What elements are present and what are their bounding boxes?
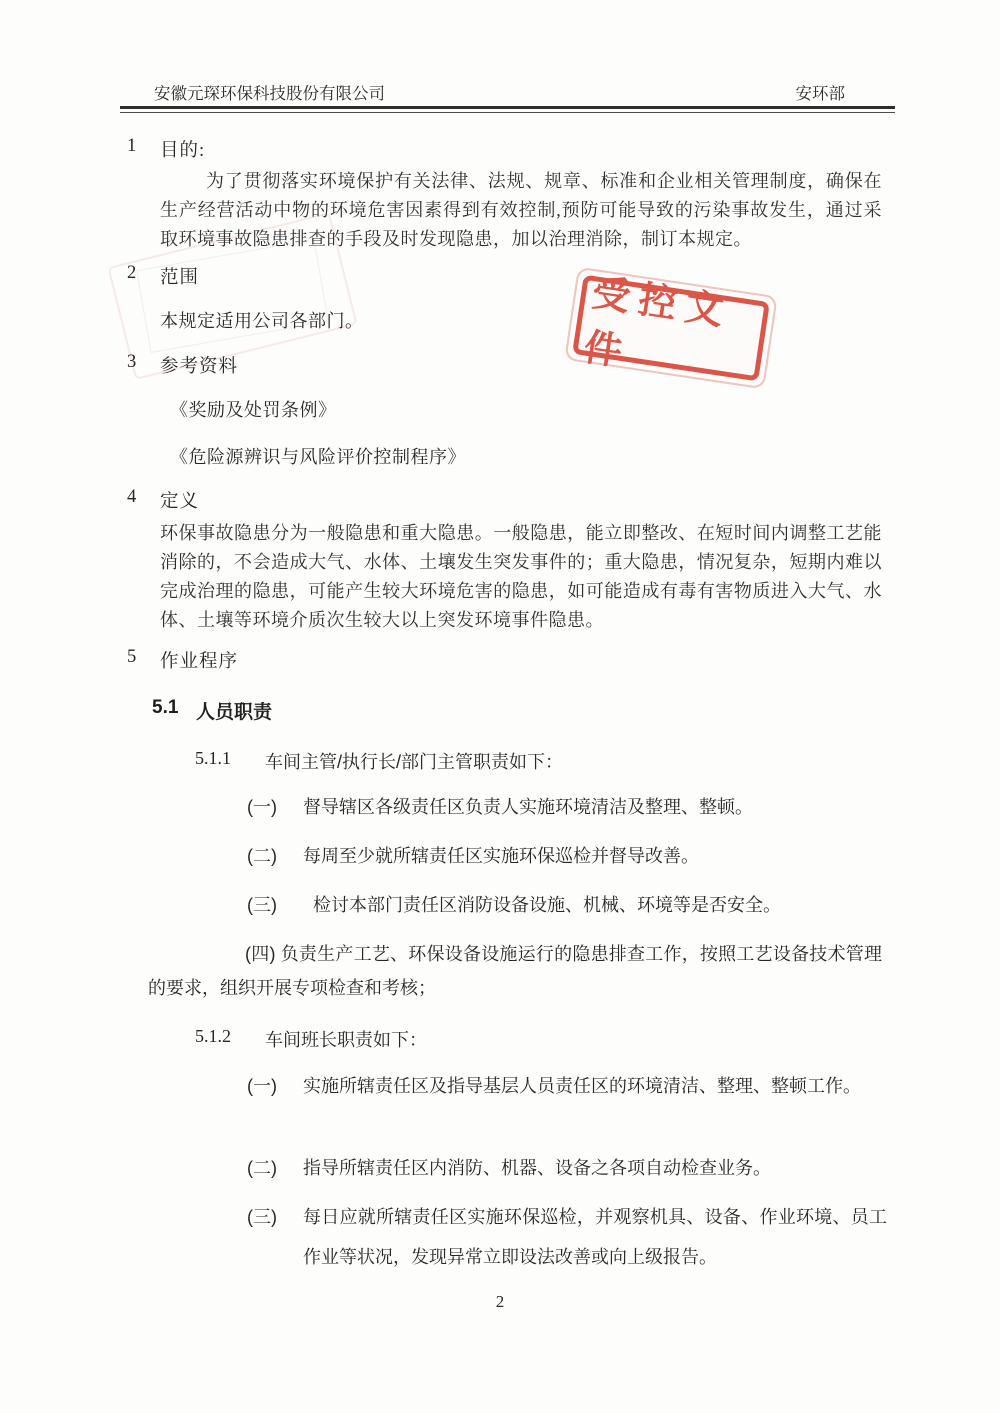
- section-4-number: 4: [127, 487, 137, 507]
- section-4-paragraph: 环保事故隐患分为一般隐患和重大隐患。一般隐患，能立即整改、在短时间内调整工艺能消除的，不会造成大气、水体、土壤发生突发事件的；重大隐患，情况复杂，短期内难以完成治理的隐患，可能产生较大环境危害的隐患，如可能造成有毒有害物质进入大气、水体、土壤等环境介质次生较大以上突发环境事件隐患。: [160, 523, 882, 630]
- company-name: 安徽元琛环保科技股份有限公司: [154, 85, 385, 103]
- list-item-text: 负责生产工艺、环保设备设施运行的隐患排查工作，按照工艺设备技术管理的要求，组织开展专项检查和考核；: [148, 944, 882, 998]
- list-item-label: (一): [247, 1076, 277, 1096]
- section-2-number: 2: [127, 263, 137, 283]
- subsection-5-1-title: 人员职责: [196, 702, 273, 723]
- section-2-body: 本规定适用公司各部门。: [160, 311, 364, 331]
- section-5-title: 作业程序: [160, 652, 239, 672]
- clause-5-1-1: [195, 748, 563, 774]
- section-2-title: 范围: [160, 268, 200, 288]
- department-name: 安环部: [795, 85, 845, 103]
- stamp-text: 受控文件: [581, 272, 735, 376]
- list-item: [247, 1154, 887, 1180]
- list-item-text: 每周至少就所辖责任区实施环保巡检并督导改善。: [303, 846, 699, 866]
- header-divider: [120, 106, 895, 113]
- list-item-label: (三): [247, 895, 277, 915]
- section-5-heading: [127, 647, 238, 673]
- section-3-heading: [127, 352, 238, 378]
- list-item: [247, 842, 887, 868]
- list-item: [247, 1197, 887, 1277]
- list-item: [247, 793, 887, 819]
- section-2-heading: [127, 263, 199, 289]
- section-1-title: 目的:: [160, 141, 206, 161]
- list-item-text: 督导辖区各级责任区负责人实施环境清洁及整理、整顿。: [303, 797, 753, 817]
- section-5-number: 5: [127, 647, 137, 667]
- clause-5-1-2-number: 5.1.2: [195, 1026, 231, 1046]
- clause-5-1-2: [195, 1026, 427, 1052]
- clause-5-1-1-number: 5.1.1: [195, 748, 231, 768]
- clause-5-1-2-title: 车间班长职责如下：: [265, 1030, 427, 1050]
- subsection-5-1-number: 5.1: [152, 697, 179, 718]
- section-1-number: 1: [127, 136, 137, 156]
- list-item-text: 指导所辖责任区内消防、机器、设备之各项自动检查业务。: [303, 1158, 771, 1178]
- list-item: [247, 891, 887, 917]
- list-item-label: (四): [245, 944, 276, 964]
- reference-item: 《奖励及处罚条例》: [170, 400, 337, 420]
- section-4-heading: [127, 487, 199, 513]
- list-item-text: 每日应就所辖责任区实施环保巡检，并观察机具、设备、作业环境、员工作业等状况，发现异常立即设法改善或向上级报告。: [303, 1207, 887, 1267]
- clause-5-1-1-title: 车间主管/执行长/部门主管职责如下：: [265, 752, 564, 772]
- list-item-label: (一): [247, 797, 277, 817]
- section-3-number: 3: [127, 352, 137, 372]
- list-item-label: (三): [247, 1207, 277, 1227]
- list-item-paragraph: [148, 937, 882, 1005]
- page-number: 2: [495, 1292, 505, 1311]
- page-header: [120, 80, 895, 104]
- list-item-text: 实施所辖责任区及指导基层人员责任区的环境清洁、整理、整顿工作。: [303, 1076, 861, 1096]
- reference-item: 《危险源辨识与风险评价控制程序》: [170, 447, 466, 467]
- section-3-title: 参考资料: [160, 357, 239, 377]
- list-item-label: (二): [247, 1158, 277, 1178]
- subsection-5-1-heading: [152, 697, 272, 724]
- section-1-paragraph: 为了贯彻落实环境保护有关法律、法规、规章、标准和企业相关管理制度，确保在生产经营活动中物的环境危害因素得到有效控制,预防可能导致的污染事故发生，通过采取环境事故隐患排查的手段及时发现隐患，加以治理消除，制订本规定。: [160, 171, 882, 249]
- section-1-heading: [127, 136, 205, 162]
- list-item-label: (二): [247, 846, 277, 866]
- section-4-title: 定义: [160, 492, 200, 512]
- list-item: [247, 1066, 887, 1106]
- list-item-text: 检讨本部门责任区消防设备设施、机械、环境等是否安全。: [313, 895, 781, 915]
